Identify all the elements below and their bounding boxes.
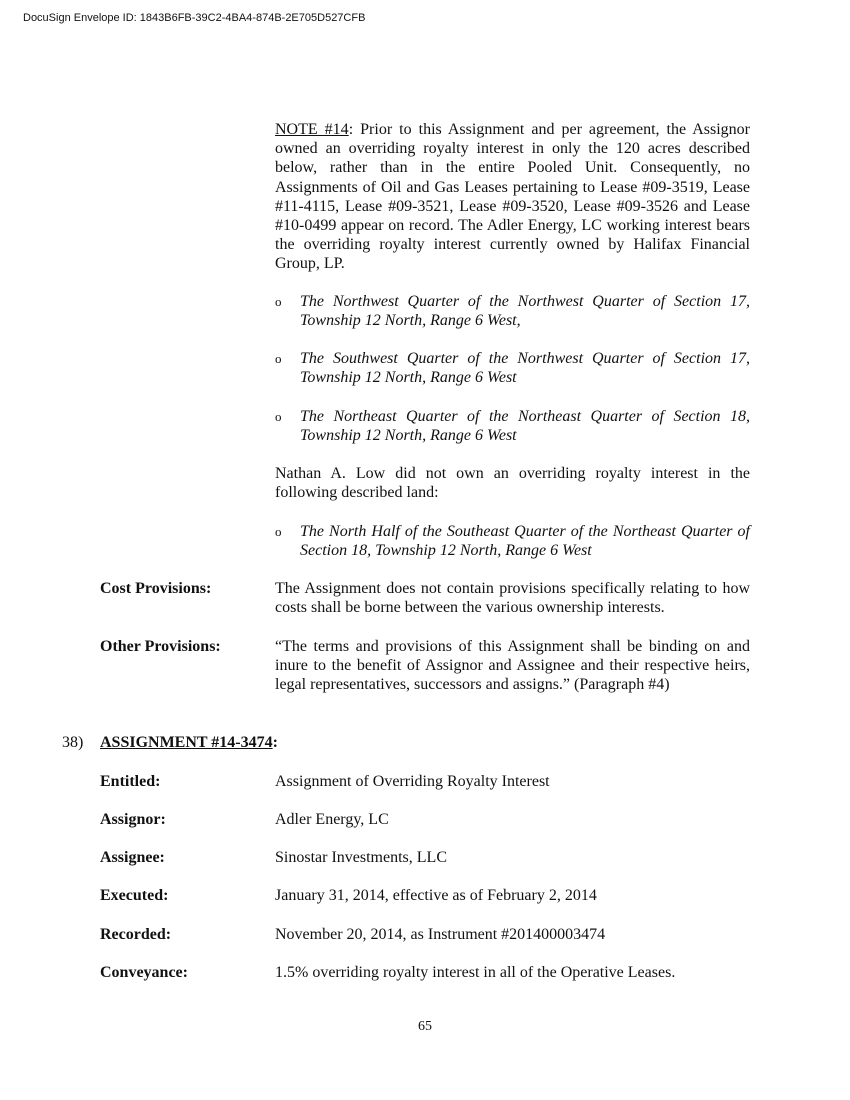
tract-text: The Northeast Quarter of the Northeast Quarter of Section 18, Township 12 North, Range 6 West <box>300 408 750 445</box>
bullet-icon: o <box>275 351 282 366</box>
section-number: 38) <box>62 734 84 751</box>
cost-provisions-label: Cost Provisions: <box>100 580 212 597</box>
low-paragraph: Nathan A. Low did not own an overriding royalty interest in the following described land: <box>275 465 750 502</box>
docusign-envelope-id: DocuSign Envelope ID: 1843B6FB-39C2-4BA4-874B-2E705D527CFB <box>23 12 366 24</box>
tract-text: The Northwest Quarter of the Northwest Quarter of Section 17, Township 12 North, Range 6 West, <box>300 293 750 330</box>
entitled-value: Assignment of Overriding Royalty Interest <box>275 773 550 790</box>
bullet-icon: o <box>275 524 282 539</box>
cost-provisions-value: The Assignment does not contain provisions specifically relating to how costs shall be borne between the various ownership interests. <box>275 580 750 617</box>
assignment-heading <box>100 733 278 752</box>
entitled-label: Entitled: <box>100 773 161 790</box>
executed-label: Executed: <box>100 887 169 904</box>
assignee-value: Sinostar Investments, LLC <box>275 849 447 866</box>
tract-item <box>275 407 750 445</box>
recorded-value: November 20, 2014, as Instrument #201400003474 <box>275 926 606 943</box>
tract-item <box>275 292 750 330</box>
conveyance-label: Conveyance: <box>100 964 188 981</box>
recorded-label: Recorded: <box>100 926 172 943</box>
tract-text: The Southwest Quarter of the Northwest Quarter of Section 17, Township 12 North, Range 6 West <box>300 350 750 387</box>
assignor-label: Assignor: <box>100 811 166 828</box>
note-paragraph <box>275 120 750 274</box>
executed-value: January 31, 2014, effective as of February 2, 2014 <box>275 887 597 904</box>
bullet-icon: o <box>275 409 282 424</box>
note-text: : Prior to this Assignment and per agreement, the Assignor owned an overriding royalty interest in only the 120 acres described below, rather than in the entire Pooled Unit. Consequently, no Assignments of Oil and Gas Leases pertaining to Lease #09-3519, Lease #11-4115, Lease #09-3521, Lease #09-3520, Lease #09-3526 and Lease #10-0499 appear on record. The Adler Energy, LC working interest bears the overriding royalty interest currently owned by Halifax Financial Group, LP. <box>275 121 751 273</box>
tract-text: The North Half of the Southeast Quarter of the Northeast Quarter of Section 18, Township 12 North, Range 6 West <box>300 523 750 560</box>
low-tract-item <box>275 522 750 560</box>
assignor-value: Adler Energy, LC <box>275 811 389 828</box>
conveyance-value: 1.5% overriding royalty interest in all of the Operative Leases. <box>275 964 676 981</box>
assignment-title: ASSIGNMENT #14-3474 <box>100 734 273 751</box>
other-provisions-label: Other Provisions: <box>100 638 221 655</box>
heading-colon: : <box>272 734 278 751</box>
assignee-label: Assignee: <box>100 849 165 866</box>
bullet-icon: o <box>275 294 282 309</box>
note-label: NOTE #14 <box>275 121 349 138</box>
other-provisions-value: “The terms and provisions of this Assignment shall be binding on and inure to the benefit of Assignor and Assignee and their respective heirs, legal representatives, successors and assigns.” (Paragraph #4) <box>275 638 750 694</box>
tract-item <box>275 349 750 387</box>
page-number: 65 <box>418 1019 432 1034</box>
